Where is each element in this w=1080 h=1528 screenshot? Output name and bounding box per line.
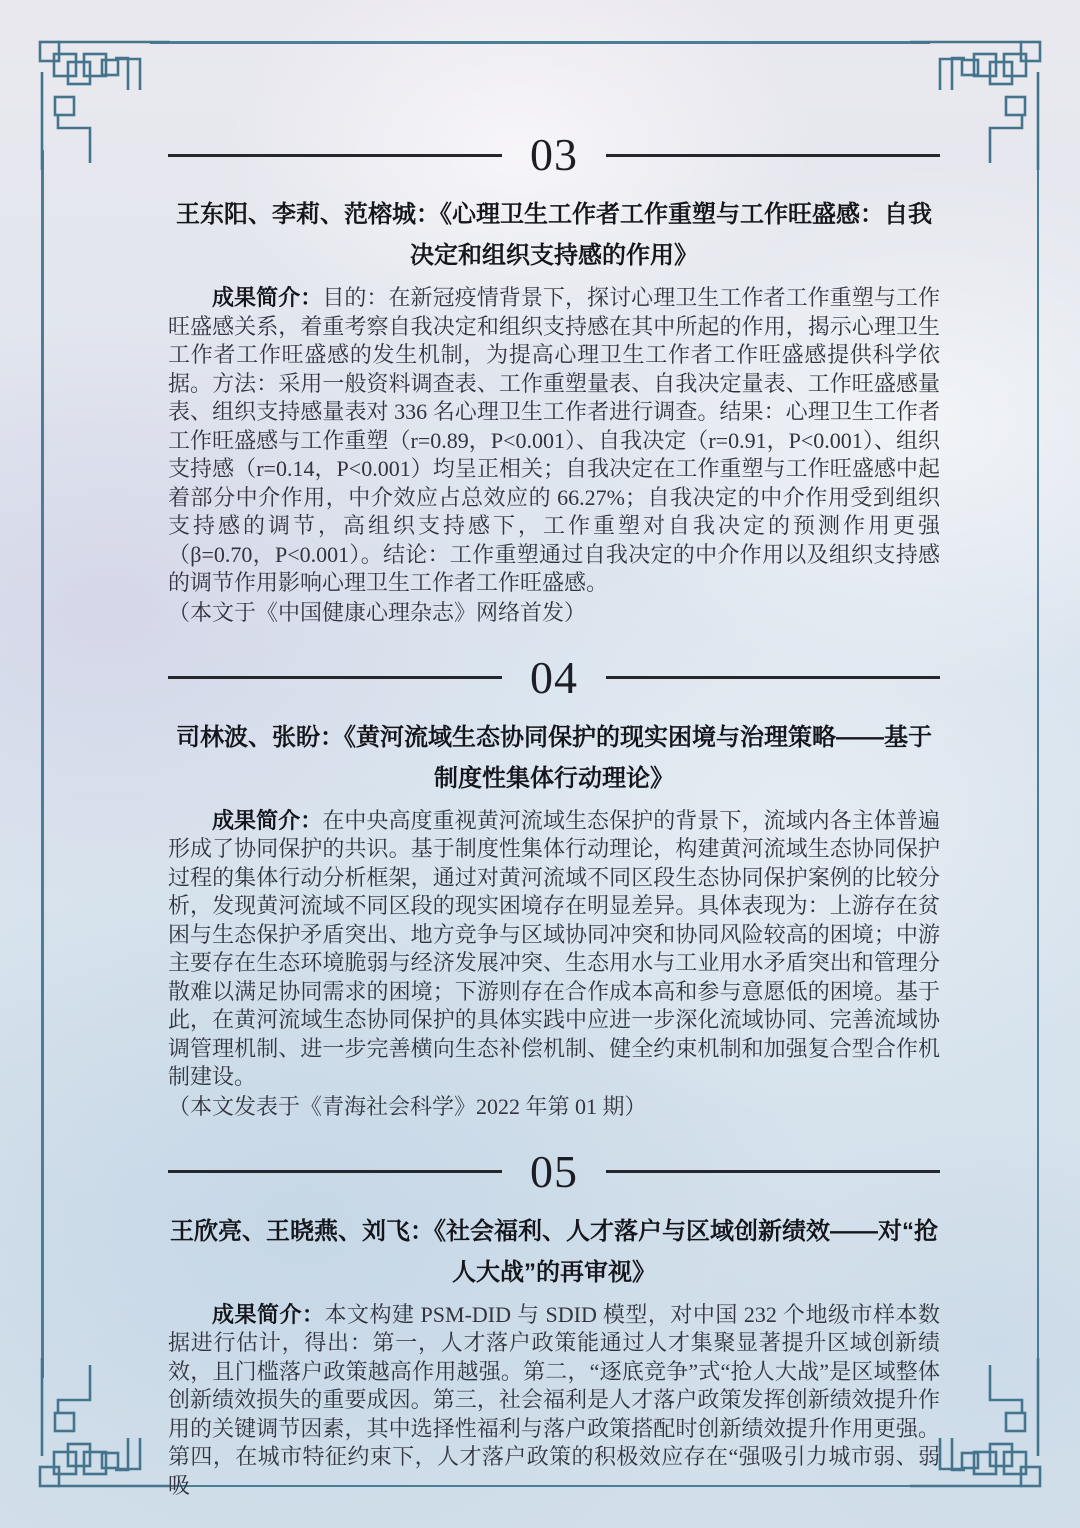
page-border-left (41, 150, 44, 1378)
section-03 (168, 130, 940, 627)
section-divider (168, 130, 940, 180)
section-04 (168, 653, 940, 1121)
lattice-corner-bottom-left-icon (0, 1358, 170, 1528)
divider-line-left (168, 676, 502, 679)
divider-line-left (168, 154, 502, 157)
section-footnote: （本文发表于《青海社会科学》2022 年第 01 期） (168, 1093, 647, 1119)
section-footnote: （本文于《中国健康心理杂志》网络首发） (168, 599, 587, 625)
divider-line-right (606, 676, 940, 679)
section-title: 王欣亮、王晓燕、刘飞：《社会福利、人才落户与区域创新绩效——对“抢人大战”的再审视》 (170, 1217, 938, 1286)
divider-line-right (606, 154, 940, 157)
divider-line-right (606, 1170, 940, 1173)
divider-number: 04 (530, 651, 578, 703)
intro-label: 成果简介： (212, 285, 323, 310)
divider-line-left (168, 1170, 502, 1173)
section-body (168, 1301, 940, 1501)
divider-number: 05 (530, 1145, 578, 1197)
intro-label: 成果简介： (212, 807, 323, 833)
section-body (168, 284, 940, 598)
page-border-right (1037, 150, 1040, 1378)
section-body (168, 807, 940, 1092)
lattice-corner-top-left-icon (0, 0, 170, 170)
section-05 (168, 1147, 940, 1501)
section-title: 司林波、张盼：《黄河流域生态协同保护的现实困境与治理策略——基于制度性集体行动理论》 (176, 723, 932, 792)
body-text: 在中央高度重视黄河流域生态保护的背景下，流域内各主体普遍形成了协同保护的共识。基于制度性集体行动理论，构建黄河流域生态协同保护过程的集体行动分析框架，通过对黄河流域不同区段生态协同保护案例的比较分析，发现黄河流域不同区段的现实困境存在明显差异。具体表现为：上游存在贫困与生态保护矛盾突出、地方竞争与区域协同冲突和协同风险较高的困境；中游主要存在生态环境脆弱与经济发展冲突、生态用水与工业用水矛盾突出和管理分散难以满足协同需求的困境；下游则存在合作成本高和参与意愿低的困境。基于此，在黄河流域生态协同保护的具体实践中应进一步深化流域协同、完善流域协调管理机制、进一步完善横向生态补偿机制、健全约束机制和加强复合型合作机制建设。 (168, 807, 940, 1089)
body-text: 本文构建 PSM-DID 与 SDID 模型，对中国 232 个地级市样本数据进行估计，得出：第一，人才落户政策能通过人才集聚显著提升区域创新绩效，且门槛落户政策越高作用越强。第二，“逐底竞争”式“抢人大战”是区域整体创新绩效损失的重要成因。第三，社会福利是人才落户政策发挥创新绩效提升作用的关键调节因素，其中选择性福利与落户政策搭配时创新绩效提升作用更强。第四，在城市特征约束下，人才落户政策的积极效应存在“强吸引力城市弱、弱吸 (168, 1301, 940, 1498)
section-divider (168, 1147, 940, 1197)
body-text: 目的：在新冠疫情背景下，探讨心理卫生工作者工作重塑与工作旺盛感关系，着重考察自我决定和组织支持感在其中所起的作用，揭示心理卫生工作者工作旺盛感的发生机制，为提高心理卫生工作者工作旺盛感提供科学依据。方法：采用一般资料调查表、工作重塑量表、自我决定量表、工作旺盛感量表、组织支持感量表对 336 名心理卫生工作者进行调查。结果：心理卫生工作者工作旺盛感与工作重塑（r=0.89，P<0.001）、自我决定（r=0.91，P<0.001）、组织支持感（r=0.14，P<0.001）均呈正相关；自我决定在工作重塑与工作旺盛感中起着部分中介作用，中介效应占总效应的 66.27%；自我决定的中介作用受到组织支持感的调节，高组织支持感下，工作重塑对自我决定的预测作用更强（β=0.70，P<0.001）。结论：工作重塑通过自我决定的中介作用以及组织支持感的调节作用影响心理卫生工作者工作旺盛感。 (168, 285, 940, 595)
section-title: 王东阳、李莉、范榕城：《心理卫生工作者工作重塑与工作旺盛感：自我决定和组织支持感的作用》 (176, 201, 932, 269)
section-divider (168, 653, 940, 703)
intro-label: 成果简介： (212, 1301, 325, 1327)
divider-number: 03 (530, 129, 578, 180)
article-content (168, 0, 940, 1500)
